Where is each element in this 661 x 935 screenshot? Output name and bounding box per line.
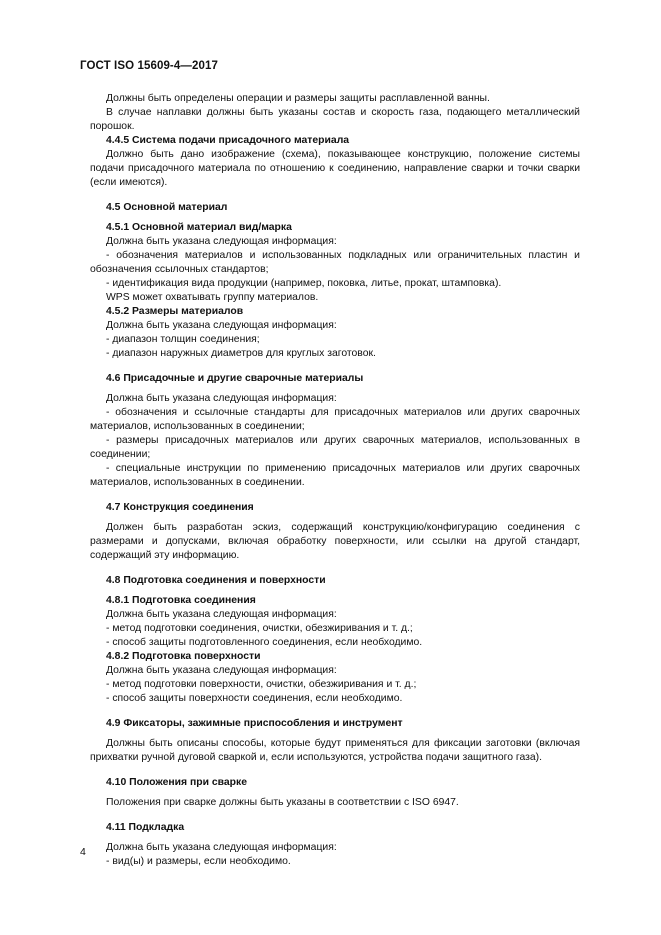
paragraph: Должна быть указана следующая информация:	[106, 236, 337, 247]
paragraph: Должна быть указана следующая информация:	[106, 665, 337, 676]
paragraph: WPS может охватывать группу материалов.	[106, 292, 319, 303]
section-heading-4-9: 4.9 Фиксаторы, зажимные приспособления и инструмент	[106, 718, 403, 729]
list-item: - специальные инструкции по применению присадочных материалов или других сварочных материалов, использованных в соединении.	[90, 463, 580, 488]
paragraph: Должна быть указана следующая информация:	[106, 609, 337, 620]
page-content	[90, 92, 580, 869]
page-number: 4	[80, 846, 86, 858]
list-item: - способ защиты подготовленного соединения, если необходимо.	[106, 637, 423, 648]
paragraph: Должна быть указана следующая информация:	[106, 842, 337, 853]
paragraph: Должна быть указана следующая информация:	[106, 320, 337, 331]
section-heading-4-6: 4.6 Присадочные и другие сварочные материалы	[106, 373, 364, 384]
list-item: - диапазон толщин соединения;	[106, 334, 260, 345]
list-item: - метод подготовки соединения, очистки, обезжиривания и т. д.;	[106, 623, 413, 634]
list-item: - обозначения и ссылочные стандарты для присадочных материалов или других сварочных материалов, использованных в соединении;	[90, 407, 580, 432]
running-header: ГОСТ ISO 15609-4—2017	[80, 60, 218, 72]
paragraph: Должны быть определены операции и размеры защиты расплавленной ванны.	[106, 93, 490, 104]
section-heading-4-5: 4.5 Основной материал	[106, 202, 228, 213]
section-heading-4-10: 4.10 Положения при сварке	[106, 777, 247, 788]
list-item: - метод подготовки поверхности, очистки, обезжиривания и т. д.;	[106, 679, 417, 690]
paragraph: В случае наплавки должны быть указаны состав и скорость газа, подающего металлический порошок.	[90, 107, 580, 132]
section-heading-4-7: 4.7 Конструкция соединения	[106, 502, 254, 513]
subsection-heading-4-5-1: 4.5.1 Основной материал вид/марка	[106, 222, 292, 233]
paragraph: Должен быть разработан эскиз, содержащий конструкцию/конфигурацию соединения с размерами и допусками, включая обработку поверхности, или ссылки на другой стандарт, содержащий эту информацию.	[90, 522, 580, 561]
subsection-heading-4-5-2: 4.5.2 Размеры материалов	[106, 306, 244, 317]
list-item: - вид(ы) и размеры, если необходимо.	[106, 856, 291, 867]
subsection-heading-4-4-5: 4.4.5 Система подачи присадочного материала	[106, 135, 350, 146]
list-item: - идентификация вида продукции (например, поковка, литье, прокат, штамповка).	[106, 278, 502, 289]
subsection-heading-4-8-2: 4.8.2 Подготовка поверхности	[106, 651, 261, 662]
paragraph: Должна быть указана следующая информация:	[106, 393, 337, 404]
list-item: - способ защиты поверхности соединения, если необходимо.	[106, 693, 403, 704]
paragraph: Должны быть описаны способы, которые будут применяться для фиксации заготовки (включая прихватки ручной дуговой сваркой и, если используются, устройства подачи защитного газа).	[90, 738, 580, 763]
paragraph: Должно быть дано изображение (схема), показывающее конструкцию, положение системы подачи присадочного материала по отношению к соединению, направление сварки и точки сварки (если имеются).	[90, 149, 580, 188]
section-heading-4-8: 4.8 Подготовка соединения и поверхности	[106, 575, 326, 586]
subsection-heading-4-8-1: 4.8.1 Подготовка соединения	[106, 595, 256, 606]
list-item: - обозначения материалов и использованных подкладных или ограничительных пластин и обозначения ссылочных стандартов;	[90, 250, 580, 275]
list-item: - диапазон наружных диаметров для круглых заготовок.	[106, 348, 376, 359]
list-item: - размеры присадочных материалов или других сварочных материалов, использованных в соединении;	[90, 435, 580, 460]
section-heading-4-11: 4.11 Подкладка	[106, 822, 185, 833]
paragraph: Положения при сварке должны быть указаны в соответствии с ISO 6947.	[106, 797, 459, 808]
